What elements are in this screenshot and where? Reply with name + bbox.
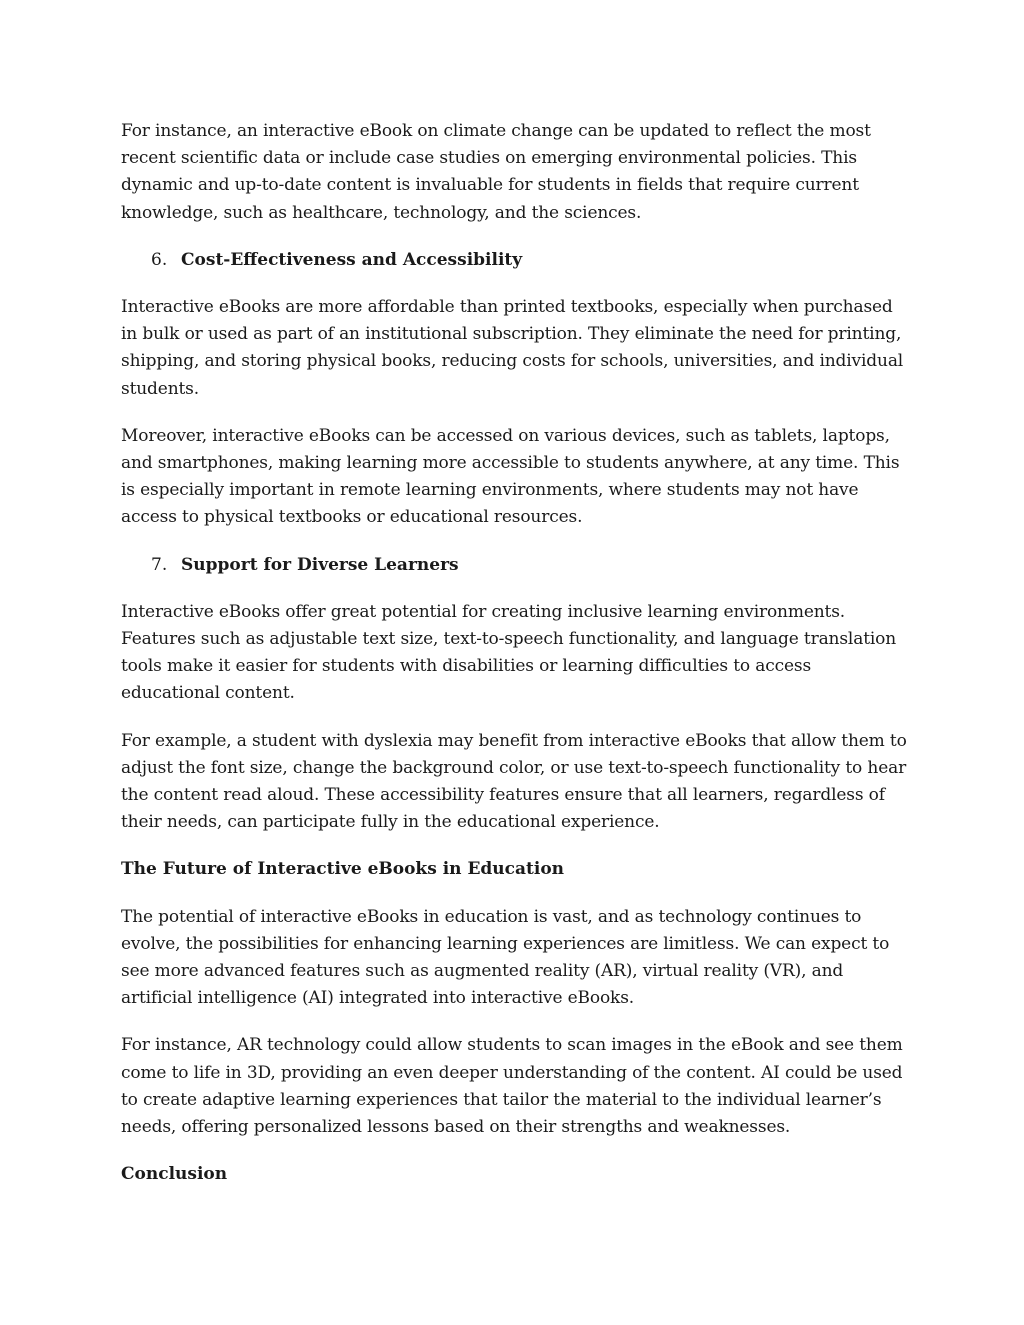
list-heading: Support for Diverse Learners bbox=[181, 554, 459, 575]
list-heading: Cost-Effectiveness and Accessibility bbox=[181, 249, 523, 270]
list-number: 7. bbox=[151, 554, 168, 575]
section-heading-conclusion: Conclusion bbox=[121, 1164, 228, 1185]
paragraph-affordability: Interactive eBooks are more affordable than printed textbooks, especially when purchased in bulk or used as part of an institutional subscription. They eliminate the need for printing, shipping, and storing physical books, reducing costs for schools, universities, and individual students. bbox=[121, 297, 904, 399]
list-item-cost-effectiveness bbox=[121, 247, 911, 274]
paragraph-dyslexia-example: For example, a student with dyslexia may benefit from interactive eBooks that allow them to adjust the font size, change the background color, or use text-to-speech functionality to hear the content read aloud. These accessibility features ensure that all learners, regardless of their needs, can participate fully in the educational experience. bbox=[121, 730, 907, 833]
paragraph-inclusive-learning: Interactive eBooks offer great potential for creating inclusive learning environments. Features such as adjustable text size, text-to-speech functionality, and language translation tools make it easier for students with disabilities or learning difficulties to access educational content. bbox=[121, 601, 897, 704]
paragraph-accessibility: Moreover, interactive eBooks can be accessed on various devices, such as tablets, laptops, and smartphones, making learning more accessible to students anywhere, at any time. This is especially important in remote learning environments, where students may not have access to physical textbooks or educational resources. bbox=[121, 425, 900, 528]
paragraph-climate-example: For instance, an interactive eBook on climate change can be updated to reflect the most recent scientific data or include case studies on emerging environmental policies. This dynamic and up-to-date content is invaluable for students in fields that require current knowledge, such as healthcare, technology, and the sciences. bbox=[121, 121, 871, 223]
document-page bbox=[121, 118, 911, 1209]
paragraph-ar-ai-example: For instance, AR technology could allow students to scan images in the eBook and see them come to life in 3D, providing an even deeper understanding of the content. AI could be used to create adaptive learning experiences that tailor the material to the individual learner’s needs, offering personalized lessons based on their strengths and weaknesses. bbox=[121, 1035, 903, 1138]
section-heading-future: The Future of Interactive eBooks in Education bbox=[121, 859, 565, 880]
paragraph-future-potential: The potential of interactive eBooks in education is vast, and as technology continues to evolve, the possibilities for enhancing learning experiences are limitless. We can expect to see more advanced features such as augmented reality (AR), virtual reality (VR), and artificial intelligence (AI) integrated into interactive eBooks. bbox=[121, 906, 890, 1009]
list-number: 6. bbox=[151, 249, 168, 270]
list-item-diverse-learners bbox=[121, 552, 911, 579]
